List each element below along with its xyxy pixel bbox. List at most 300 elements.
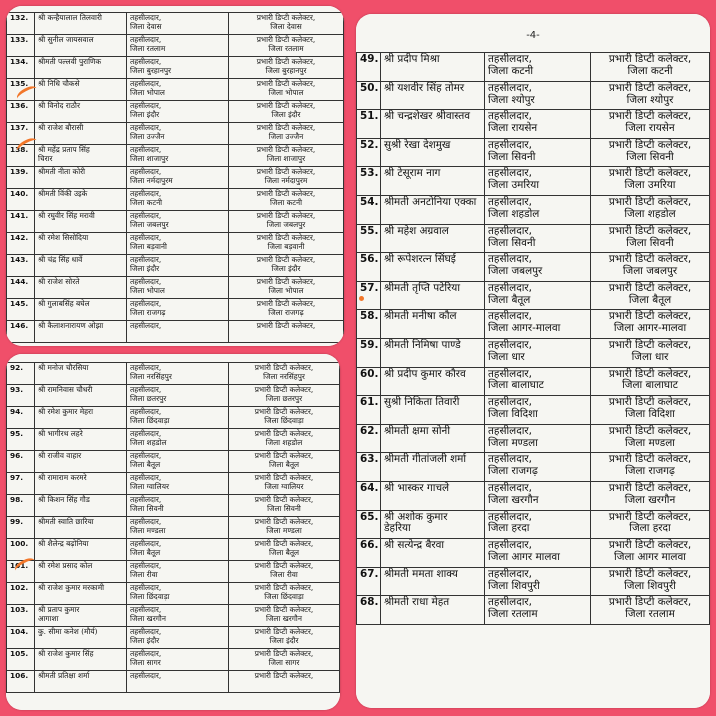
serial-number [7,407,35,429]
serial-number [357,224,381,253]
officer-name [381,510,485,539]
tehsildar-posting [127,495,229,517]
deputy-collector-posting-line: प्रभारी डिप्टी कलेक्टर, [256,277,316,286]
officer-name [35,561,127,583]
deputy-collector-posting-line: प्रभारी डिप्टी कलेक्टर, [608,310,692,323]
deputy-collector-posting [229,35,344,57]
officer-name [381,596,485,625]
tehsildar-posting [127,605,229,627]
serial-number [7,321,35,343]
deputy-collector-posting-line: प्रभारी डिप्टी कलेक्टर, [608,481,692,494]
officer-name-line: श्री कन्हैयालाल तिलवारी [38,13,102,22]
serial-number [7,35,35,57]
officer-name [381,424,485,453]
serial-number [7,385,35,407]
tehsildar-posting [127,429,229,451]
serial-number-line: 50. [360,81,379,94]
deputy-collector-posting [229,473,340,495]
table-row [7,101,344,123]
table-row [7,473,340,495]
serial-number [357,567,381,596]
order-table-2 [6,362,340,693]
table-row [7,211,344,233]
deputy-collector-posting-line: जिला जबलपुर [266,219,306,229]
deputy-collector-posting-line: जिला हरदा [629,522,671,535]
table-row [7,407,340,429]
deputy-collector-posting-line: जिला छिंदवाड़ा [264,415,304,425]
deputy-collector-posting-line: प्रभारी डिप्टी कलेक्टर, [256,189,316,198]
table-row [7,255,344,277]
officer-name-line: श्री अशोक कुमार [384,510,448,523]
deputy-collector-posting-line: प्रभारी डिप्टी कलेक्टर, [256,145,316,154]
deputy-collector-posting-line: जिला नर्मदापुरम [264,175,308,185]
serial-number-line: 51. [360,110,379,123]
serial-number [7,495,35,517]
deputy-collector-posting [229,495,340,517]
deputy-collector-posting [591,510,710,539]
serial-number-line: 62. [360,424,379,437]
tehsildar-posting-line: जिला मण्डला [488,436,538,449]
deputy-collector-posting-line: प्रभारी डिप्टी कलेक्टर, [254,605,314,614]
deputy-collector-posting-line: प्रभारी डिप्टी कलेक्टर, [254,473,314,482]
tehsildar-posting-line: जिला छिंदवाड़ा [130,591,170,601]
tehsildar-posting-line: जिला राजगढ़ [488,465,538,478]
tehsildar-posting-line: तहसीलदार, [488,367,532,380]
deputy-collector-posting [229,363,340,385]
table-row [357,367,710,396]
tehsildar-posting-line: तहसीलदार, [130,363,162,372]
deputy-collector-posting-line: जिला रीवा [270,569,298,579]
serial-number-line: 94. [10,407,24,416]
table-row [357,567,710,596]
serial-number-line: 142. [10,233,29,242]
deputy-collector-posting [591,167,710,196]
deputy-collector-posting-line: जिला उमरिया [624,179,676,192]
serial-number [357,510,381,539]
deputy-collector-posting [591,596,710,625]
tehsildar-posting [127,211,229,233]
deputy-collector-posting-line: जिला कटनी [627,64,673,77]
serial-number [7,429,35,451]
tehsildar-posting [485,53,591,82]
tehsildar-posting-line: जिला शहडोल [488,207,540,220]
tehsildar-posting-line: तहसीलदार, [488,338,532,351]
officer-name-line: श्री भास्कर गाचले [384,481,450,494]
officer-name-line: चिरार [38,153,53,163]
tehsildar-posting-line: तहसीलदार, [130,35,162,44]
officer-name [381,138,485,167]
officer-name [35,649,127,671]
table-row [7,145,344,167]
deputy-collector-posting-line: जिला सागर [268,657,300,667]
tehsildar-posting-line: जिला छिंदवाड़ा [130,415,170,425]
deputy-collector-posting [229,101,344,123]
officer-name-line: श्री रमेश कुमार मेहरा [38,407,93,416]
serial-number-line: 60. [360,367,379,380]
tehsildar-posting [485,539,591,568]
officer-name [35,605,127,627]
serial-number [7,473,35,495]
table-row [7,561,340,583]
deputy-collector-posting-line: प्रभारी डिप्टी कलेक्टर, [254,407,314,416]
tehsildar-posting-line: तहसीलदार, [488,481,532,494]
tehsildar-posting [485,253,591,282]
tehsildar-posting-line: तहसीलदार, [130,649,162,658]
deputy-collector-posting-line: जिला छतरपुर [265,393,303,403]
tehsildar-posting-line: जिला बैतूल [130,547,161,557]
tehsildar-posting-line: जिला सिवनी [488,150,536,163]
deputy-collector-posting-line: प्रभारी डिप्टी कलेक्टर, [254,385,314,394]
serial-number-line: 132. [10,13,29,22]
tehsildar-posting [485,567,591,596]
table-row [7,583,340,605]
deputy-collector-posting-line: जिला शिवपुरी [624,579,676,592]
deputy-collector-posting-line: जिला ग्वालियर [264,481,304,491]
officer-name-line: सुश्री निकिता तिवारी [384,396,460,409]
deputy-collector-posting-line: प्रभारी डिप्टी कलेक्टर, [254,671,314,680]
deputy-collector-posting-line: जिला बालाघाट [622,379,678,392]
deputy-collector-posting-line: जिला भोपाल [268,87,304,97]
serial-number-line: 92. [10,363,24,372]
tehsildar-posting-line: जिला ग्वालियर [130,481,170,491]
tehsildar-posting [127,451,229,473]
officer-name-line: श्री कैलाशनारायण ओझा [38,321,104,330]
table-row [357,253,710,282]
officer-name [381,167,485,196]
serial-number [357,396,381,425]
serial-number [7,517,35,539]
deputy-collector-posting [591,453,710,482]
tehsildar-posting [127,321,229,343]
serial-number-line: 93. [10,385,24,394]
officer-name-line: श्री राजेश कुमार सिंह [38,649,94,658]
table-row [7,539,340,561]
tehsildar-posting [127,299,229,321]
tehsildar-posting-line: तहसीलदार, [488,567,532,580]
officer-name-line: श्री रमेश सिसोदिया [38,233,89,242]
tehsildar-posting-line: जिला रीवा [130,569,158,579]
tehsildar-posting-line: जिला रतलाम [130,43,166,53]
tehsildar-posting [485,510,591,539]
tehsildar-posting-line: तहसीलदार, [130,299,162,308]
serial-number [7,189,35,211]
serial-number-line: 99. [10,517,24,526]
page-number: -4- [526,30,540,41]
deputy-collector-posting-line: जिला छिंदवाड़ा [264,591,304,601]
tehsildar-posting-line: तहसीलदार, [130,57,162,66]
table-row [7,363,340,385]
officer-name-line: श्रीमती तृप्ति पटेरिया [384,281,461,294]
officer-name-line: श्री भागीरथ लहरे [38,429,83,438]
deputy-collector-posting [229,167,344,189]
document-card-1 [6,6,344,346]
officer-name [35,495,127,517]
tehsildar-posting-line: जिला जबलपुर [488,265,543,278]
tehsildar-posting-line: तहसीलदार, [488,224,532,237]
deputy-collector-posting [229,583,340,605]
serial-number-line: 54. [360,195,379,208]
officer-name-line: श्रीमती क्षमा सोनी [384,424,451,437]
serial-number-line: 67. [360,567,379,580]
officer-name-line: श्रीमती विंकी उइके [38,189,88,198]
table-row [7,451,340,473]
tehsildar-posting-line: तहसीलदार, [130,429,162,438]
officer-name-line: श्रीमती मनीषा कौल [384,310,457,323]
serial-number-line: 58. [360,310,379,323]
officer-name [381,396,485,425]
officer-name [35,167,127,189]
tehsildar-posting-line: जिला जबलपुर [130,219,169,229]
tehsildar-posting [485,310,591,339]
deputy-collector-posting-line: प्रभारी डिप्टी कलेक्टर, [254,561,314,570]
deputy-collector-posting [229,255,344,277]
deputy-collector-posting-line: प्रभारी डिप्टी कलेक्टर, [254,627,314,636]
serial-number [7,57,35,79]
table-row [357,424,710,453]
tehsildar-posting [127,123,229,145]
tehsildar-posting-line: जिला बुरहानपुर [130,65,172,75]
officer-name [35,13,127,35]
serial-number-line: 95. [10,429,24,438]
tehsildar-posting [485,396,591,425]
deputy-collector-posting-line: प्रभारी डिप्टी कलेक्टर, [608,81,692,94]
serial-number [7,627,35,649]
officer-name [35,385,127,407]
tehsildar-posting [127,145,229,167]
serial-number [7,101,35,123]
deputy-collector-posting-line: प्रभारी डिप्टी कलेक्टर, [608,424,692,437]
serial-number-line: 144. [10,277,29,286]
serial-number [357,195,381,224]
officer-name [381,367,485,396]
deputy-collector-posting-line: जिला रतलाम [268,43,304,53]
serial-number [7,255,35,277]
serial-number-line: 102. [10,583,29,592]
officer-name [35,123,127,145]
serial-number-line: 97. [10,473,24,482]
serial-number-line: 101. [10,561,29,570]
serial-number-line: 100. [10,539,29,548]
tehsildar-posting-line: तहसीलदार, [130,561,162,570]
tehsildar-posting-line: तहसीलदार, [130,13,162,22]
tehsildar-posting [485,195,591,224]
deputy-collector-posting-line: जिला मण्डला [266,525,302,535]
serial-number-line: 105. [10,649,29,658]
tehsildar-posting [127,277,229,299]
officer-name-line: श्री प्रताप कुमार [38,605,80,614]
officer-name [35,299,127,321]
officer-name [381,81,485,110]
tehsildar-posting-line: जिला बड़वानी [130,241,167,251]
serial-number [7,277,35,299]
tehsildar-posting [127,649,229,671]
officer-name [381,224,485,253]
table-row [7,79,344,101]
tehsildar-posting-line: जिला उज्जैन [130,131,165,141]
table-row [7,627,340,649]
deputy-collector-posting [229,385,340,407]
tehsildar-posting-line: तहसीलदार, [488,110,532,123]
deputy-collector-posting [229,79,344,101]
officer-name [35,539,127,561]
table-row [7,123,344,145]
table-row [7,649,340,671]
table-row [357,224,710,253]
deputy-collector-posting [591,367,710,396]
tehsildar-posting [127,79,229,101]
tehsildar-posting-line: जिला हरदा [488,522,530,535]
deputy-collector-posting-line: प्रभारी डिप्टी कलेक्टर, [254,363,314,372]
tehsildar-posting-line: तहसीलदार, [488,167,532,180]
tehsildar-posting-line: जिला धार [488,350,525,363]
serial-number-line: 136. [10,101,29,110]
officer-name-line: श्री विनोद राठौर [38,101,80,110]
officer-name [381,481,485,510]
deputy-collector-posting [229,321,344,343]
officer-name-line: श्री रघुवीर सिंह मरावी [38,211,95,220]
tehsildar-posting-line: तहसीलदार, [130,451,162,460]
tehsildar-posting-line: जिला शाजापुर [130,153,169,163]
officer-name [35,627,127,649]
deputy-collector-posting [591,138,710,167]
officer-name-line: श्री टेसूराम नाग [384,167,441,180]
serial-number [7,649,35,671]
tehsildar-posting-line: जिला राजगढ़ [130,307,166,317]
officer-name [35,101,127,123]
officer-name [35,321,127,343]
officer-name [35,79,127,101]
officer-name [381,567,485,596]
serial-number-line: 64. [360,481,379,494]
serial-number [357,453,381,482]
deputy-collector-posting-line: प्रभारी डिप्टी कलेक्टर, [608,110,692,123]
serial-number-line: 63. [360,453,379,466]
tehsildar-posting-line: तहसीलदार, [130,233,162,242]
officer-name [381,53,485,82]
table-row [7,57,344,79]
serial-number-line: 146. [10,321,29,330]
deputy-collector-posting-line: जिला रायसेन [625,122,675,135]
serial-number [357,367,381,396]
officer-name [35,211,127,233]
deputy-collector-posting [591,253,710,282]
serial-number-line: 139. [10,167,29,176]
tehsildar-posting-line: तहसीलदार, [488,539,532,552]
deputy-collector-posting-line: प्रभारी डिप्टी कलेक्टर, [608,453,692,466]
deputy-collector-posting-line: प्रभारी डिप्टी कलेक्टर, [254,429,314,438]
officer-name [35,583,127,605]
serial-number [357,424,381,453]
deputy-collector-posting-line: प्रभारी डिप्टी कलेक्टर, [608,539,692,552]
tehsildar-posting [127,35,229,57]
deputy-collector-posting [591,281,710,310]
serial-number-line: 56. [360,253,379,266]
table-row [357,481,710,510]
table-row [357,338,710,367]
tehsildar-posting-line: तहसीलदार, [488,424,532,437]
deputy-collector-posting [229,627,340,649]
serial-number [7,211,35,233]
tehsildar-posting-line: जिला भोपाल [130,87,165,97]
deputy-collector-posting-line: जिला जबलपुर [622,265,678,278]
deputy-collector-posting-line: जिला रतलाम [625,608,675,621]
table-row [7,495,340,517]
tehsildar-posting-line: तहसीलदार, [130,79,162,88]
deputy-collector-posting-line: जिला नरसिंहपुर [263,371,305,381]
serial-number-line: 98. [10,495,24,504]
tehsildar-posting-line: तहसीलदार, [488,281,532,294]
table-row [7,35,344,57]
serial-number [7,583,35,605]
tehsildar-posting-line: तहसीलदार, [488,396,532,409]
tehsildar-posting-line: तहसीलदार, [130,473,162,482]
deputy-collector-posting-line: जिला धार [631,350,669,363]
deputy-collector-posting [229,233,344,255]
deputy-collector-posting [229,429,340,451]
table-row [7,517,340,539]
tehsildar-posting-line: तहसीलदार, [130,605,162,614]
serial-number [357,481,381,510]
table-row [357,81,710,110]
deputy-collector-posting-line: प्रभारी डिप्टी कलेक्टर, [608,567,692,580]
tehsildar-posting [127,539,229,561]
table-row [7,321,344,343]
tehsildar-posting-line: तहसीलदार, [488,253,532,266]
tehsildar-posting-line: तहसीलदार, [488,453,532,466]
deputy-collector-posting-line: प्रभारी डिप्टी कलेक्टर, [608,338,692,351]
deputy-collector-posting-line: जिला इंदौर [271,109,301,119]
officer-name [35,363,127,385]
deputy-collector-posting-line: प्रभारी डिप्टी कलेक्टर, [256,35,316,44]
deputy-collector-posting-line: प्रभारी डिप्टी कलेक्टर, [254,451,314,460]
officer-name [35,233,127,255]
serial-number [357,539,381,568]
tehsildar-posting [127,561,229,583]
deputy-collector-posting-line: जिला उज्जैन [268,131,304,141]
serial-number-line: 61. [360,396,379,409]
table-row [357,167,710,196]
tehsildar-posting-line: तहसीलदार, [130,101,162,110]
serial-number-line: 140. [10,189,29,198]
serial-number-line: 138. [10,145,29,154]
deputy-collector-posting-line: प्रभारी डिप्टी कलेक्टर, [256,255,316,264]
serial-number [7,363,35,385]
tehsildar-posting [127,583,229,605]
table-row [357,596,710,625]
tehsildar-posting [485,138,591,167]
officer-name-line: श्री राजेश सोरते [38,277,80,286]
officer-name-line: श्री निधि चौकसे [38,79,80,88]
tehsildar-posting-line: तहसीलदार, [130,671,162,680]
serial-number-line: 96. [10,451,24,460]
deputy-collector-posting-line: प्रभारी डिप्टी कलेक्टर, [608,138,692,151]
table-row [357,138,710,167]
deputy-collector-posting-line: प्रभारी डिप्टी कलेक्टर, [256,299,316,308]
tehsildar-posting-line: जिला आगर मालवा [488,551,560,564]
tehsildar-posting [485,110,591,139]
serial-number-line: 103. [10,605,29,614]
officer-name [381,539,485,568]
tehsildar-posting [485,596,591,625]
officer-name-line: श्री महेश अग्रवाल [384,224,449,237]
serial-number [357,167,381,196]
tehsildar-posting [485,338,591,367]
deputy-collector-posting [229,649,340,671]
deputy-collector-posting-line: प्रभारी डिप्टी कलेक्टर, [608,396,692,409]
deputy-collector-posting-line: जिला शाजापुर [266,153,306,163]
officer-name-line: श्रीमती राधा मेहत [384,596,450,609]
officer-name [381,310,485,339]
